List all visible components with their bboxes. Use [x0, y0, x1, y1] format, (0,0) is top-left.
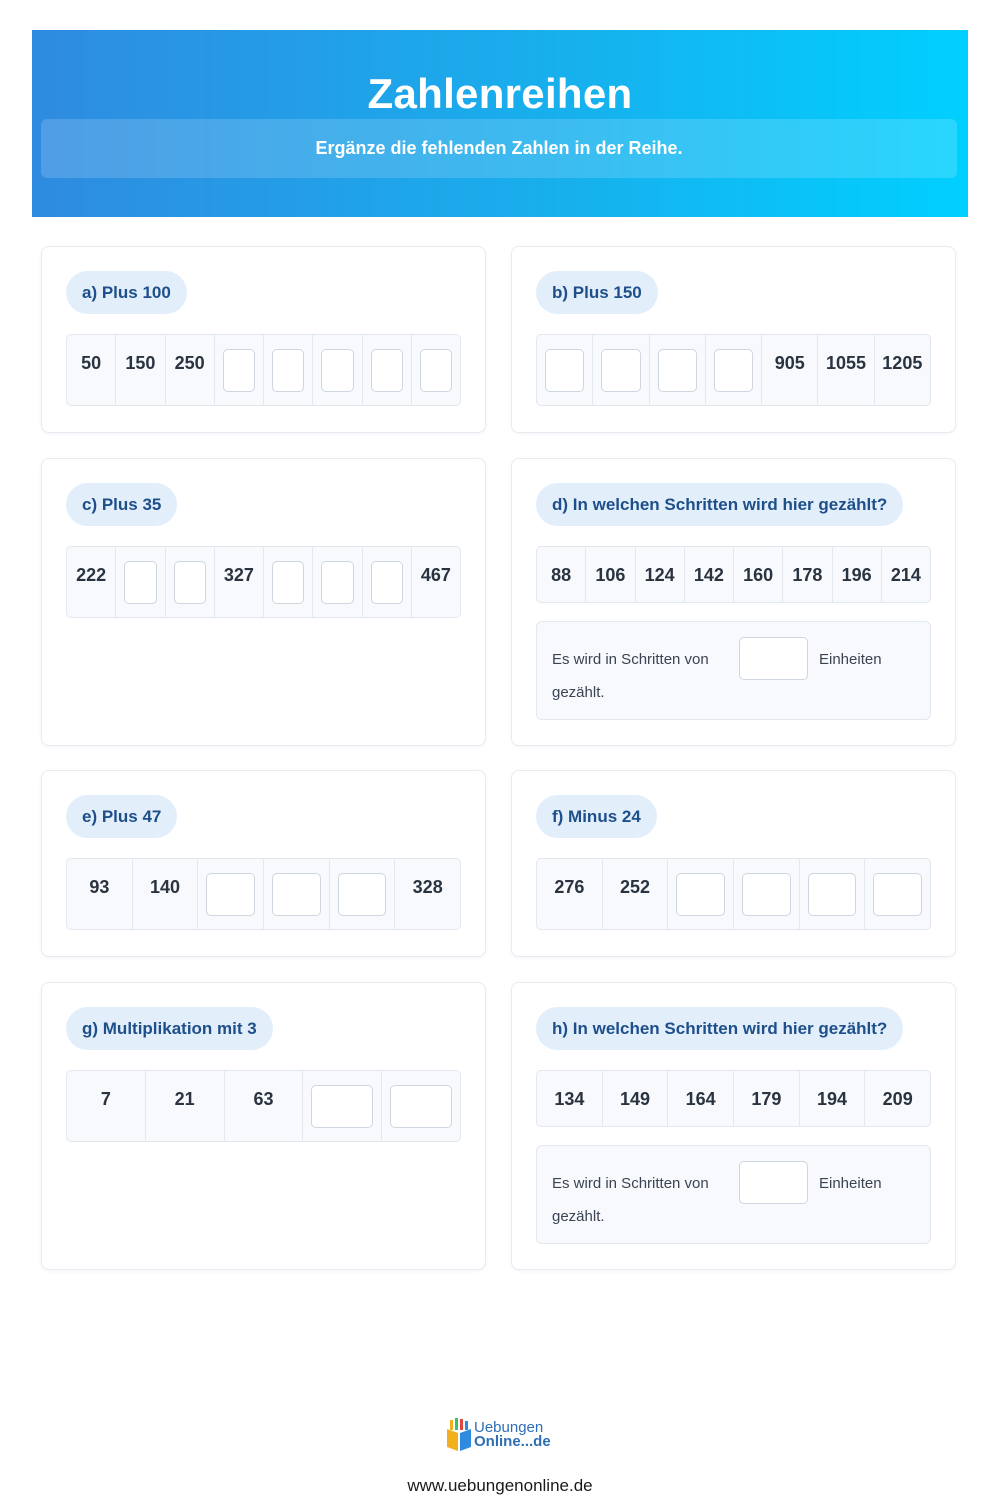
sequence-cell: 150: [116, 335, 165, 405]
answer-box[interactable]: [174, 561, 206, 604]
task-card-f: [511, 770, 956, 957]
sequence-cell: [264, 547, 313, 617]
answer-box[interactable]: [371, 349, 403, 392]
sequence-cell: 196: [833, 547, 882, 602]
logo-text-line2: Online...de: [474, 1433, 551, 1450]
step-suffix-text: Einheiten: [819, 1175, 882, 1192]
sequence-cell: 140: [133, 859, 199, 929]
number-sequence: [536, 334, 931, 406]
task-label: g) Multiplikation mit 3: [66, 1007, 273, 1050]
sequence-cell: 179: [734, 1071, 800, 1126]
sequence-cell: 214: [890, 565, 921, 585]
sequence-cell: 88: [537, 547, 586, 602]
sequence-cell: 250: [166, 335, 215, 405]
sequence-cell: [650, 335, 706, 405]
site-logo: [444, 1417, 559, 1453]
answer-box[interactable]: [545, 349, 584, 392]
header-banner: [32, 30, 968, 217]
sequence-cell: [116, 547, 165, 617]
instruction-box: [41, 119, 957, 178]
answer-box[interactable]: [321, 349, 353, 392]
answer-box[interactable]: [873, 873, 922, 916]
sequence-cell: [363, 547, 412, 617]
sequence-cell: 134: [537, 1071, 603, 1126]
sequence-cell: [865, 859, 930, 929]
sequence-cell: 106: [586, 547, 635, 602]
task-card-b: [511, 246, 956, 433]
sequence-cell: [198, 859, 264, 929]
step-prefix-text: Es wird in Schritten von: [552, 1175, 709, 1192]
task-card-h: [511, 982, 956, 1270]
answer-box[interactable]: [601, 349, 640, 392]
sequence-cell: [593, 335, 649, 405]
sequence-cell: 124: [636, 547, 685, 602]
answer-box[interactable]: [390, 1085, 452, 1128]
answer-box[interactable]: [676, 873, 725, 916]
answer-box[interactable]: [272, 873, 321, 916]
sequence-cell: 93: [67, 859, 133, 929]
task-card-g: [41, 982, 486, 1270]
task-label: h) In welchen Schritten wird hier gezählt?: [536, 1007, 903, 1050]
task-card-c: [41, 458, 486, 746]
sequence-cell: [706, 335, 762, 405]
sequence-cell: [412, 335, 460, 405]
sequence-cell: 276: [537, 859, 603, 929]
answer-box[interactable]: [338, 873, 387, 916]
sequence-cell: 160: [734, 547, 783, 602]
answer-box[interactable]: [272, 561, 304, 604]
sequence-cell: 222: [67, 547, 116, 617]
sequence-cell: [734, 859, 800, 929]
sequence-cell: [382, 1071, 460, 1141]
task-card-e: [41, 770, 486, 957]
sequence-cell: 63: [225, 1071, 304, 1141]
step-question-box: [536, 621, 931, 720]
sequence-cell: 21: [146, 1071, 225, 1141]
sequence-cell: 50: [67, 335, 116, 405]
answer-box[interactable]: [272, 349, 304, 392]
answer-box[interactable]: [742, 873, 791, 916]
answer-box[interactable]: [658, 349, 697, 392]
answer-box[interactable]: [311, 1085, 373, 1128]
answer-box[interactable]: [420, 349, 452, 392]
sequence-cell: 905: [762, 335, 818, 405]
sequence-cell: 1055: [818, 335, 874, 405]
sequence-cell: [166, 547, 215, 617]
step-suffix-text: Einheiten: [819, 651, 882, 668]
sequence-cell: 149: [603, 1071, 669, 1126]
number-sequence: [66, 546, 461, 618]
sequence-cell: 209: [882, 1089, 913, 1109]
step-end-text: gezählt.: [552, 684, 605, 701]
sequence-cell: [303, 1071, 382, 1141]
answer-box[interactable]: [223, 349, 255, 392]
page-title: Zahlenreihen: [367, 70, 633, 117]
sequence-cell: [330, 859, 396, 929]
book-icon: [444, 1417, 474, 1453]
sequence-cell: [363, 335, 412, 405]
sequence-cell: 252: [603, 859, 669, 929]
task-label: d) In welchen Schritten wird hier gezählt?: [536, 483, 903, 526]
sequence-cell: [215, 335, 264, 405]
step-answer-box[interactable]: [739, 1161, 808, 1204]
instruction-text: Ergänze die fehlenden Zahlen in der Reihe.: [315, 138, 683, 158]
number-sequence: [66, 334, 461, 406]
task-label: f) Minus 24: [536, 795, 657, 838]
step-question-box: [536, 1145, 931, 1244]
task-card-d: [511, 458, 956, 746]
answer-box[interactable]: [714, 349, 753, 392]
task-label: a) Plus 100: [66, 271, 187, 314]
number-sequence: [536, 858, 931, 930]
sequence-cell: 164: [668, 1071, 734, 1126]
step-answer-box[interactable]: [739, 637, 808, 680]
number-sequence: [536, 1070, 931, 1127]
number-sequence: [66, 1070, 461, 1142]
sequence-cell: 328: [412, 877, 443, 897]
sequence-cell: 194: [800, 1071, 866, 1126]
sequence-cell: 7: [67, 1071, 146, 1141]
number-sequence: [66, 858, 461, 930]
sequence-cell: [313, 547, 362, 617]
answer-box[interactable]: [371, 561, 403, 604]
task-card-a: [41, 246, 486, 433]
answer-box[interactable]: [206, 873, 255, 916]
sequence-cell: [537, 335, 593, 405]
sequence-cell: [668, 859, 734, 929]
task-label: c) Plus 35: [66, 483, 177, 526]
sequence-cell: [264, 335, 313, 405]
sequence-cell: [800, 859, 866, 929]
step-end-text: gezählt.: [552, 1208, 605, 1225]
answer-box[interactable]: [808, 873, 857, 916]
task-label: b) Plus 150: [536, 271, 658, 314]
sequence-cell: [313, 335, 362, 405]
sequence-cell: 178: [783, 547, 832, 602]
sequence-cell: 327: [215, 547, 264, 617]
logo-text-line1: Uebungen: [474, 1419, 544, 1436]
sequence-cell: 142: [685, 547, 734, 602]
sequence-cell: 1205: [882, 353, 923, 373]
task-label: e) Plus 47: [66, 795, 177, 838]
sequence-cell: 467: [420, 565, 451, 585]
sequence-cell: [264, 859, 330, 929]
step-prefix-text: Es wird in Schritten von: [552, 651, 709, 668]
number-sequence: [536, 546, 931, 603]
footer-url: www.uebungenonline.de: [407, 1476, 593, 1495]
answer-box[interactable]: [321, 561, 353, 604]
answer-box[interactable]: [124, 561, 156, 604]
